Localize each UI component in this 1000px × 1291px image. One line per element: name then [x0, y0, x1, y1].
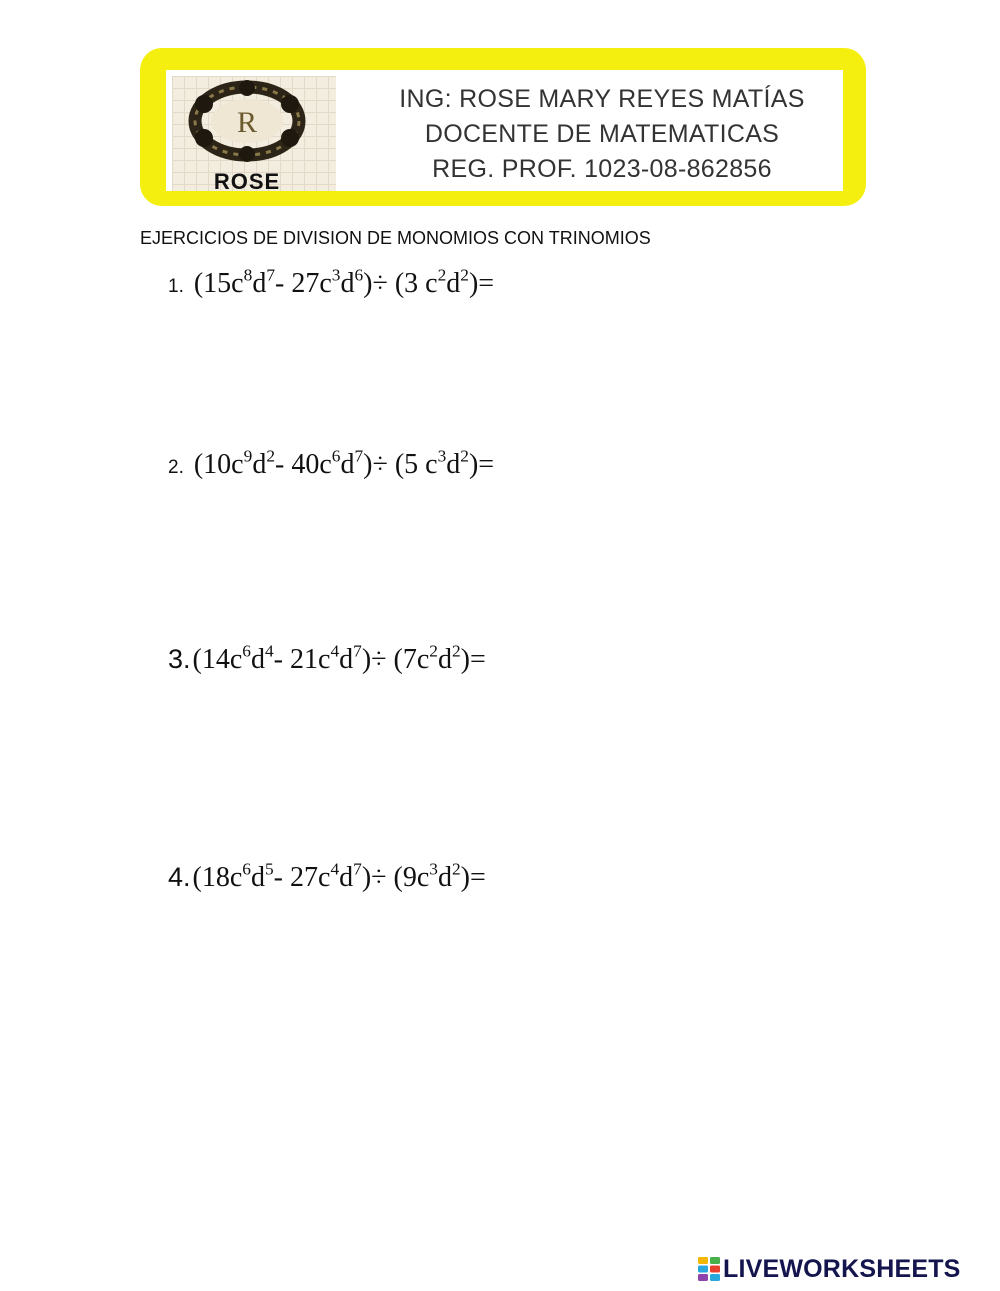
- wreath-icon: [184, 80, 310, 162]
- exercise-4: $4.(18c^6d^5-$ $27c^4d^7)\div (9c^3d^2)=$: [168, 859, 486, 893]
- worksheet-title: EJERCICIOS DE DIVISION DE MONOMIOS CON TRINOMIOS: [140, 228, 651, 248]
- liveworksheets-brand[interactable]: [698, 1254, 961, 1284]
- exercise-3: $3.(14c^6d^4-$ $21c^4d^7)\div (7c^2d^2)=$: [168, 641, 486, 675]
- teacher-role: DOCENTE DE MATEMATICAS: [424, 120, 780, 148]
- teacher-info: [362, 82, 842, 187]
- teacher-registration: REG. PROF. 1023-08-862856: [432, 155, 772, 183]
- exercise-number: 4.: [168, 862, 191, 892]
- logo-label: ROSE: [213, 169, 281, 194]
- exercise-number: 2.: [168, 457, 184, 478]
- teacher-name: ING: ROSE MARY REYES MATÍAS: [399, 85, 805, 113]
- exercise-1: 1. ($15c^8d^7-$ $27c^3d^6)\div (3$ $c^2d^2)=$: [168, 265, 495, 299]
- exercise-number: 1.: [168, 276, 184, 297]
- logo-letter: R: [236, 106, 258, 139]
- exercise-2: 2. ($10c^9d^2-$ $40c^6d^7)\div (5$ $c^3d^2)=$: [168, 446, 495, 480]
- liveworksheets-logo-icon: [698, 1257, 720, 1281]
- rose-logo: [172, 76, 336, 194]
- brand-name: LIVEWORKSHEETS: [723, 1254, 961, 1283]
- exercise-number: 3.: [168, 644, 191, 674]
